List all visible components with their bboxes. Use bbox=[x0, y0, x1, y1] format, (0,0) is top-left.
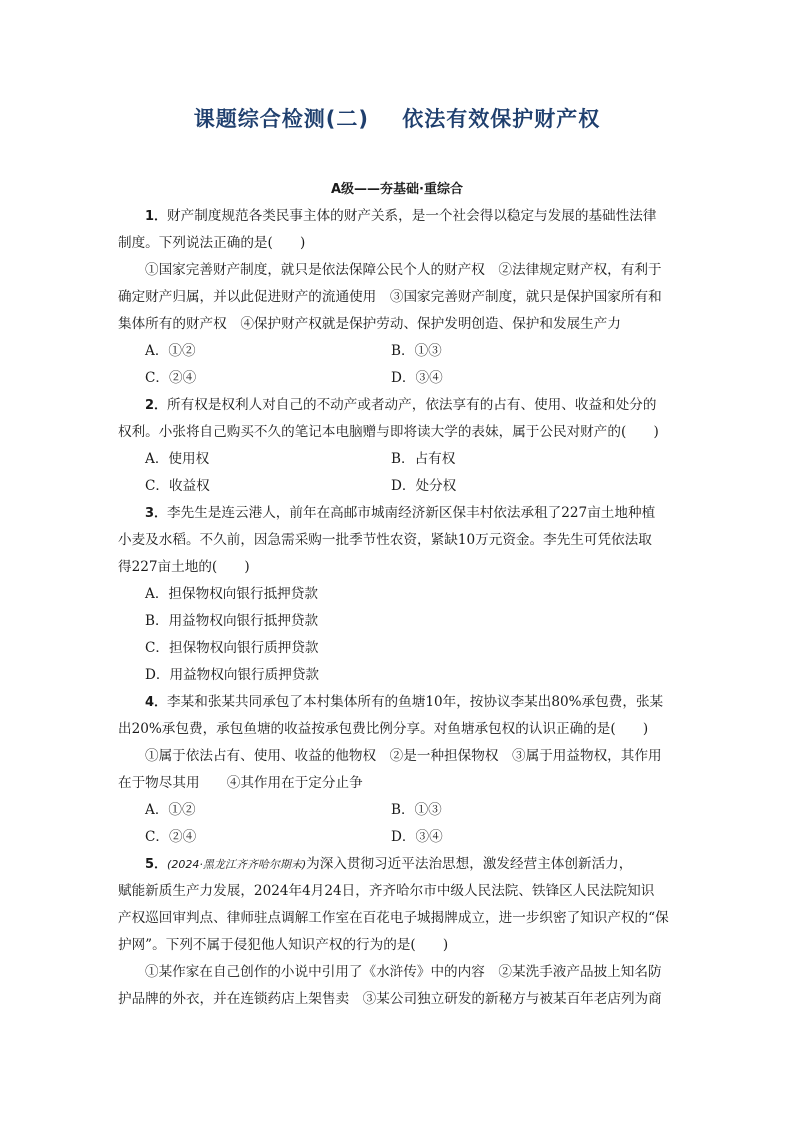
option-row bbox=[118, 446, 678, 473]
option-b[interactable]: B．用益物权向银行抵押贷款 bbox=[145, 613, 319, 629]
question-stem: 得227亩土地的( ) bbox=[118, 559, 250, 575]
page-title: 课题综合检测(二) 依法有效保护财产权 bbox=[193, 107, 601, 131]
question-stem: 2．所有权是权利人对自己的不动产或者动产，依法享有的占有、使用、收益和处分的 bbox=[145, 397, 657, 413]
question-3 bbox=[118, 500, 678, 689]
option-c[interactable]: C．②④ bbox=[145, 370, 197, 386]
question-stem: 权利。小张将自己购买不久的笔记本电脑赠与即将读大学的表妹，属于公民对财产的( ) bbox=[118, 424, 659, 440]
option-d[interactable]: D．③④ bbox=[391, 829, 443, 845]
question-stem: 小麦及水稻。不久前，因急需采购一批季节性农资，紧缺10万元资金。李先生可凭依法取 bbox=[118, 532, 652, 548]
option-b[interactable]: B．①③ bbox=[391, 802, 442, 818]
option-a[interactable]: A．使用权 bbox=[145, 451, 210, 467]
question-2 bbox=[118, 392, 678, 500]
question-stem: 赋能新质生产力发展，2024年4月24日，齐齐哈尔市中级人民法院、铁锋区人民法院知识 bbox=[118, 883, 655, 899]
statement-line: ①国家完善财产制度，就只是依法保障公民个人的财产权 ②法律规定财产权，有利于 bbox=[145, 262, 662, 278]
option-row bbox=[118, 473, 678, 500]
option-c[interactable]: C．收益权 bbox=[145, 478, 210, 494]
option-c[interactable]: C．②④ bbox=[145, 829, 197, 845]
question-number: 5． bbox=[145, 857, 168, 872]
question-number: 1． bbox=[145, 209, 168, 224]
question-stem: 产权巡回审判点、律师驻点调解工作室在百花电子城揭牌成立，进一步织密了知识产权的“保 bbox=[118, 910, 669, 926]
question-5 bbox=[118, 851, 678, 1013]
statement-line: 在于物尽其用 ④其作用在于定分止争 bbox=[118, 775, 363, 791]
question-number: 3． bbox=[145, 506, 168, 521]
question-source: (2024·黑龙江齐齐哈尔期末) bbox=[167, 858, 307, 871]
question-number: 2． bbox=[145, 398, 168, 413]
option-row bbox=[118, 797, 678, 824]
option-d[interactable]: D．③④ bbox=[391, 370, 443, 386]
option-a[interactable]: A．①② bbox=[145, 343, 196, 359]
question-stem: 1．财产制度规范各类民事主体的财产关系，是一个社会得以稳定与发展的基础性法律 bbox=[145, 208, 657, 224]
question-stem: 制度。下列说法正确的是( ) bbox=[118, 235, 306, 251]
question-1 bbox=[118, 203, 678, 392]
option-d[interactable]: D．用益物权向银行质押贷款 bbox=[145, 667, 320, 683]
question-stem: 出20%承包费，承包鱼塘的收益按承包费比例分享。对鱼塘承包权的认识正确的是( ) bbox=[118, 721, 649, 737]
option-row bbox=[118, 365, 678, 392]
option-b[interactable]: B．①③ bbox=[391, 343, 442, 359]
statement-line: 集体所有的财产权 ④保护财产权就是保护劳动、保护发明创造、保护和发展生产力 bbox=[118, 316, 621, 332]
option-row bbox=[118, 824, 678, 851]
option-a[interactable]: A．①② bbox=[145, 802, 196, 818]
statement-line: ①某作家在自己创作的小说中引用了《水浒传》中的内容 ②某洗手液产品披上知名防 bbox=[145, 964, 662, 980]
statement-line: 确定财产归属，并以此促进财产的流通使用 ③国家完善财产制度，就只是保护国家所有和 bbox=[118, 289, 662, 305]
option-c[interactable]: C．担保物权向银行质押贷款 bbox=[145, 640, 319, 656]
statement-line: 护品牌的外衣，并在连锁药店上架售卖 ③某公司独立研发的新秘方与被某百年老店列为商 bbox=[118, 991, 662, 1007]
question-number: 4． bbox=[145, 695, 168, 710]
option-row bbox=[118, 338, 678, 365]
question-stem: 5．(2024·黑龙江齐齐哈尔期末)为深入贯彻习近平法治思想，激发经营主体创新活力， bbox=[145, 856, 633, 872]
statement-line: ①属于依法占有、使用、收益的他物权 ②是一种担保物权 ③属于用益物权，其作用 bbox=[145, 748, 662, 764]
question-4 bbox=[118, 689, 678, 851]
question-list bbox=[118, 203, 678, 1013]
option-b[interactable]: B．占有权 bbox=[391, 451, 456, 467]
question-stem: 4．李某和张某共同承包了本村集体所有的鱼塘10年，按协议李某出80%承包费，张某 bbox=[145, 694, 664, 710]
option-a[interactable]: A．担保物权向银行抵押贷款 bbox=[145, 586, 318, 602]
question-stem: 护网”。下列不属于侵犯他人知识产权的行为的是( ) bbox=[118, 937, 449, 953]
section-heading: A级——夯基础·重综合 bbox=[331, 182, 463, 197]
option-d[interactable]: D．处分权 bbox=[391, 478, 457, 494]
question-stem: 3．李先生是连云港人，前年在高邮市城南经济新区保丰村依法承租了227亩土地种植 bbox=[145, 505, 656, 521]
